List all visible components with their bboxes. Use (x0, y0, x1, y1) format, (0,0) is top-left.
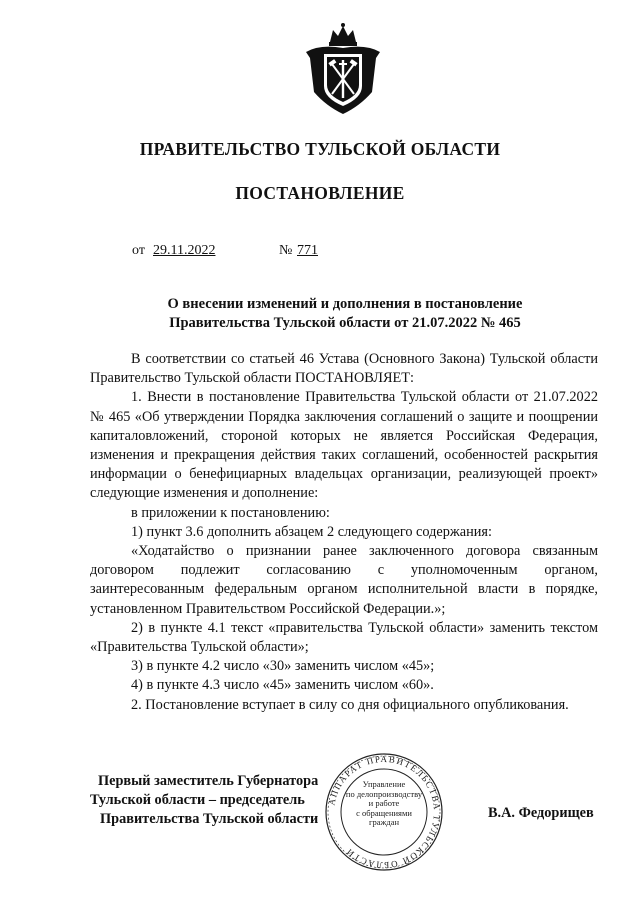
position-line: Тульской области – председатель (90, 792, 305, 809)
position-line: Первый заместитель Губернатора (98, 773, 319, 789)
paragraph: 3) в пункте 4.2 число «30» заменить числом «45»; (131, 658, 435, 675)
stamp-line: Управление (362, 779, 406, 789)
stamp-center-text (340, 780, 428, 828)
signatory-name: В.А. Федорищев (488, 805, 594, 821)
stamp-line: с обращениями (356, 807, 412, 818)
date-label: от (132, 243, 145, 258)
signatory-position (90, 772, 318, 830)
paragraph: «Ходатайство о признании ранее заключенного договора связанным договором подлежит согласованию с уполномоченным органом, заинтересованным федеральным органом исполнительной власти в порядке, установленном Правительством Российской Федерации.»; (90, 543, 598, 617)
doc-type-title: ПОСТАНОВЛЕНИЕ (235, 183, 405, 203)
document-date: 29.11.2022 (153, 243, 216, 258)
stamp-line: граждан (368, 817, 400, 828)
document-subject (90, 295, 600, 333)
document-number: 771 (297, 243, 318, 258)
subject-line: Правительства Тульской области от 21.07.2022 № 465 (169, 315, 521, 331)
document-body (90, 350, 598, 715)
paragraph: в приложении к постановлению: (131, 504, 330, 521)
number-label: № (279, 243, 293, 258)
stamp-line: и работе (368, 798, 400, 809)
paragraph: 1) пункт 3.6 дополнить абзацем 2 следующего содержания: (131, 523, 492, 540)
tula-coat-of-arms-icon (300, 22, 386, 118)
paragraph: 4) в пункте 4.3 число «45» заменить числом «60». (131, 677, 434, 694)
org-title: ПРАВИТЕЛЬСТВО ТУЛЬСКОЙ ОБЛАСТИ (139, 139, 501, 159)
paragraph: 1. Внести в постановление Правительства Тульской области от 21.07.2022 № 465 «Об утверждении Порядка заключения соглашений о защите и поощрении капиталовложений, стороной которых не является Российская Федерация, изменения и прекращения действия таких соглашений, особенностей раскрытия информации о бенефициарных владельцах организации, реализующей проект» следующие изменения и дополнение: (90, 389, 598, 502)
paragraph: В соответствии со статьей 46 Устава (Основного Закона) Тульской области Правительство Тульской области ПОСТАНОВЛЯЕТ: (90, 351, 598, 387)
position-line: Правительства Тульской области (100, 811, 319, 828)
subject-line: О внесении изменений и дополнения в постановление (167, 296, 523, 312)
stamp-ring-text: АППАРАТ ПРАВИТЕЛЬСТВА ТУЛЬСКОЙ ОБЛАСТИ (326, 753, 443, 871)
paragraph: 2. Постановление вступает в силу со дня официального опубликования. (131, 696, 569, 713)
stamp-line: по делопроизводству (345, 788, 423, 799)
paragraph: 2) в пункте 4.1 текст «правительства Тульской области» заменить текстом «Правительства Тульской области»; (90, 619, 598, 656)
